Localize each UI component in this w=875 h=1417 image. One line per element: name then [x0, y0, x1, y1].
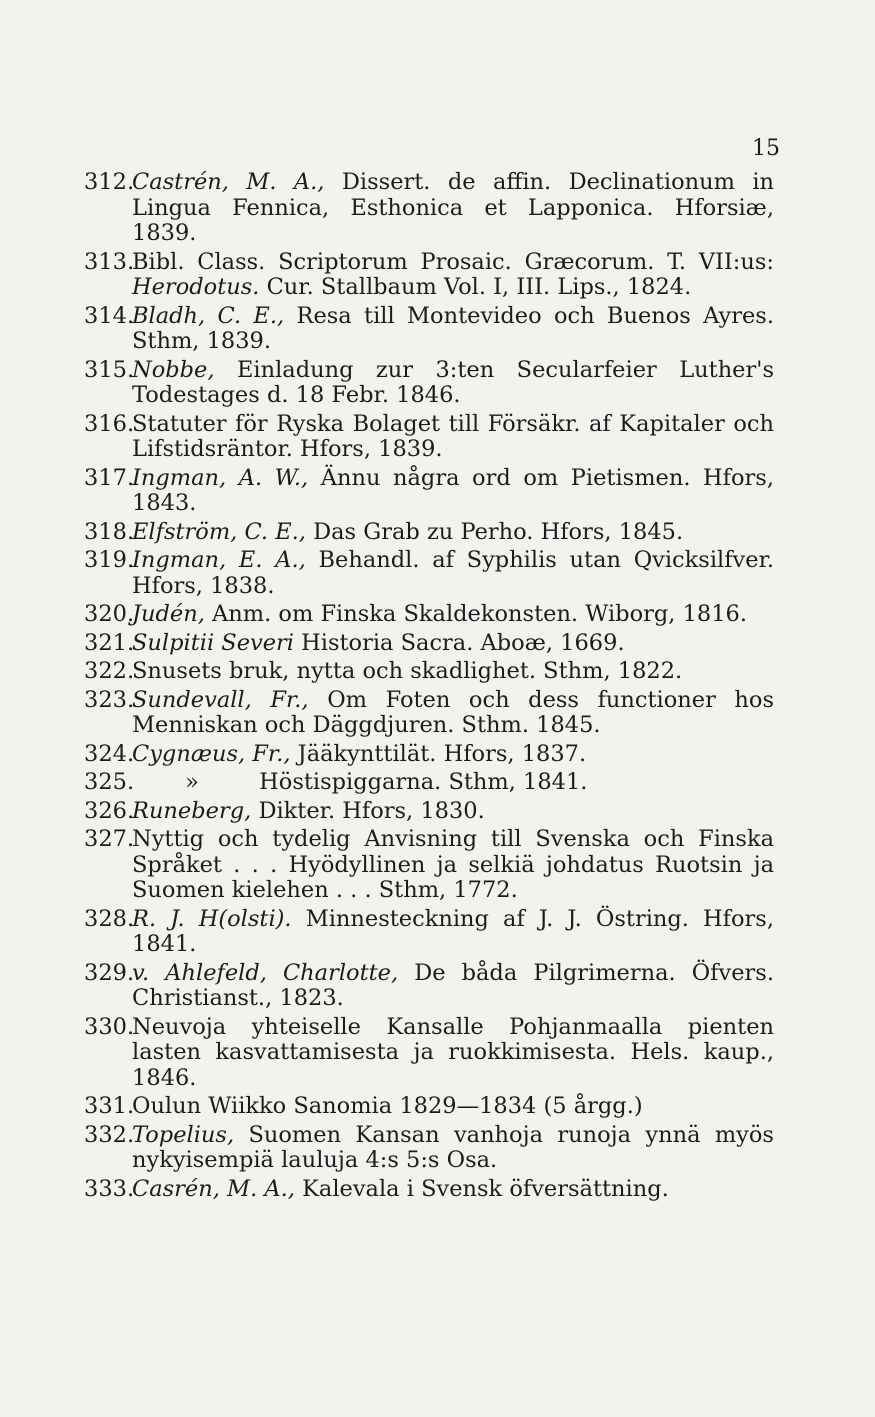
entry-title: Anm. om Finska Skaldekonsten. Wiborg, 1816. [212, 601, 747, 627]
entry-title: Kalevala i Svensk öfversättning. [302, 1175, 669, 1202]
entry-body [132, 1123, 774, 1174]
entry-author: Topelius, [132, 1121, 235, 1148]
bibliography-entry [84, 602, 774, 628]
entry-title: Dikter. Hfors, 1830. [258, 797, 485, 824]
entry-body [132, 688, 774, 739]
bibliography-entry [84, 688, 774, 739]
entry-title: Höstispiggarna. Sthm, 1841. [259, 769, 588, 795]
entry-title: Nyttig och tydelig Anvisning till Svenska och Finska Språket . . . Hyödyllinen ja selkiä johdatus Ruotsin ja Suomen kielehen . . . Sthm, 1772. [132, 826, 774, 903]
entry-number: 324. [84, 740, 135, 767]
entry-body [132, 659, 774, 685]
entry-body [132, 742, 774, 768]
entry-number: 328. [84, 905, 135, 932]
entry-author: Sundevall, Fr., [132, 686, 309, 713]
bibliography-entry [84, 548, 774, 599]
bibliography-entry [84, 412, 774, 463]
bibliography-entry [84, 742, 774, 768]
entry-author: R. J. H(olsti). [132, 905, 292, 932]
entry-body [132, 602, 774, 628]
bibliography-entry [84, 1094, 774, 1120]
entry-number: 332. [84, 1121, 135, 1148]
entry-body [132, 520, 774, 546]
bibliography-entry [84, 358, 774, 409]
ditto-mark: » [185, 769, 199, 795]
bibliography-entry [84, 827, 774, 904]
entry-author: Casrén, M. A., [132, 1175, 295, 1202]
bibliography-entry [84, 961, 774, 1012]
entry-number: 316. [84, 410, 135, 437]
entry-title: Cur. Stallbaum Vol. I, III. Lips., 1824. [266, 274, 692, 300]
bibliography-entry [84, 170, 774, 247]
bibliography-entry [84, 631, 774, 657]
entry-body [132, 1015, 774, 1092]
entry-body [132, 961, 774, 1012]
entry-title: Behandl. af Syphilis utan Qvicksilfver. Hfors, 1838. [132, 547, 775, 599]
entry-title: Om Foten och dess functioner hos Menniskan och Däggdjuren. Sthm. 1845. [132, 686, 775, 738]
entry-body [132, 770, 774, 796]
bibliography-entry [84, 520, 774, 546]
entry-title: Dissert. de affin. Declinationum in Lingua Fennica, Esthonica et Lapponica. Hforsiæ, 1839. [132, 169, 775, 246]
entry-number: 313. [84, 248, 135, 275]
page-number: 15 [752, 136, 780, 161]
bibliography-entry [84, 466, 774, 517]
entry-body [132, 170, 774, 247]
entry-title: Statuter för Ryska Bolaget till Försäkr. af Kapitaler och Lifstidsräntor. Hfors, 1839. [132, 410, 774, 462]
entry-author: Runeberg, [132, 797, 252, 824]
entry-title: Historia Sacra. Aboæ, 1669. [301, 629, 625, 656]
entry-number: 321. [84, 629, 135, 656]
bibliography-entry [84, 659, 774, 685]
bibliography-entry [84, 1015, 774, 1092]
entry-number: 333. [84, 1175, 135, 1202]
entry-author: Elfström, C. E., [132, 518, 306, 545]
entry-number: 312. [84, 169, 135, 195]
entry-number: 317. [84, 464, 135, 491]
bibliography-entry [84, 1123, 774, 1174]
entry-body [132, 412, 774, 463]
entry-author: Bladh, C. E., [132, 302, 285, 329]
entry-body [132, 548, 774, 599]
entry-body [132, 358, 774, 409]
entry-body [132, 907, 774, 958]
entry-author: Cygnæus, Fr., [132, 740, 291, 767]
entry-number: 320. [84, 601, 135, 627]
entry-body [132, 304, 774, 355]
entry-number: 330. [84, 1013, 135, 1040]
bibliography-entry [84, 799, 774, 825]
bibliography-list [84, 170, 774, 1205]
entry-author: Sulpitii Severi [132, 629, 294, 656]
entry-body [132, 827, 774, 904]
entry-title: Das Grab zu Perho. Hfors, 1845. [313, 518, 684, 545]
entry-number: 331. [84, 1093, 135, 1119]
bibliography-entry [84, 1177, 774, 1203]
entry-number: 327. [84, 826, 135, 852]
bibliography-entry [84, 304, 774, 355]
entry-title: Einladung zur 3:ten Secularfeier Luther's Todestages d. 18 Febr. 1846. [132, 356, 774, 408]
entry-author: v. Ahlefeld, Charlotte, [132, 959, 399, 986]
entry-number: 322. [84, 658, 135, 684]
entry-body [132, 250, 774, 301]
entry-body [132, 631, 774, 657]
entry-body [132, 466, 774, 517]
entry-body [132, 1177, 774, 1203]
entry-number: 326. [84, 797, 135, 824]
entry-author: Judén, [132, 601, 205, 627]
entry-number: 319. [84, 547, 135, 573]
entry-author: Castrén, M. A., [132, 169, 325, 195]
entry-number: 329. [84, 959, 135, 986]
entry-title: Neuvoja yhteiselle Kansalle Pohjanmaalla pienten lasten kasvattamisesta ja ruokkimisesta. Hels. kaup., 1846. [132, 1013, 774, 1091]
entry-author: Herodotus. [132, 274, 260, 300]
entry-number: 314. [84, 302, 135, 329]
entry-number: 325. [84, 769, 135, 795]
entry-title: De båda Pilgrimerna. Öfvers. Christianst., 1823. [132, 959, 774, 1011]
bibliography-entry [84, 907, 774, 958]
entry-body [132, 1094, 774, 1120]
entry-title: Snusets bruk, nytta och skadlighet. Sthm, 1822. [132, 658, 683, 684]
entry-title: Suomen Kansan vanhoja runoja ynnä myös nykyisempiä lauluja 4:s 5:s Osa. [132, 1121, 774, 1173]
entry-title: Oulun Wiikko Sanomia 1829—1834 (5 årgg.) [132, 1093, 643, 1119]
bibliography-entry [84, 250, 774, 301]
entry-author: Ingman, A. W., [132, 464, 309, 491]
entry-number: 315. [84, 356, 135, 383]
entry-title: Ännu några ord om Pietismen. Hfors, 1843. [132, 464, 774, 516]
entry-title: Jääkynttilät. Hfors, 1837. [297, 740, 587, 767]
entry-author: Ingman, E. A., [132, 547, 306, 573]
entry-number: 323. [84, 686, 135, 713]
entry-number: 318. [84, 518, 135, 545]
entry-body [132, 799, 774, 825]
entry-author: Nobbe, [132, 356, 215, 383]
entry-prefix: Bibl. Class. Scriptorum Prosaic. Græcorum. T. VII:us: [132, 248, 774, 275]
bibliography-entry [84, 770, 774, 796]
entry-title: Minnesteckning af J. J. Östring. Hfors, 1841. [132, 905, 775, 957]
entry-title: Resa till Montevideo och Buenos Ayres. Sthm, 1839. [132, 302, 775, 354]
